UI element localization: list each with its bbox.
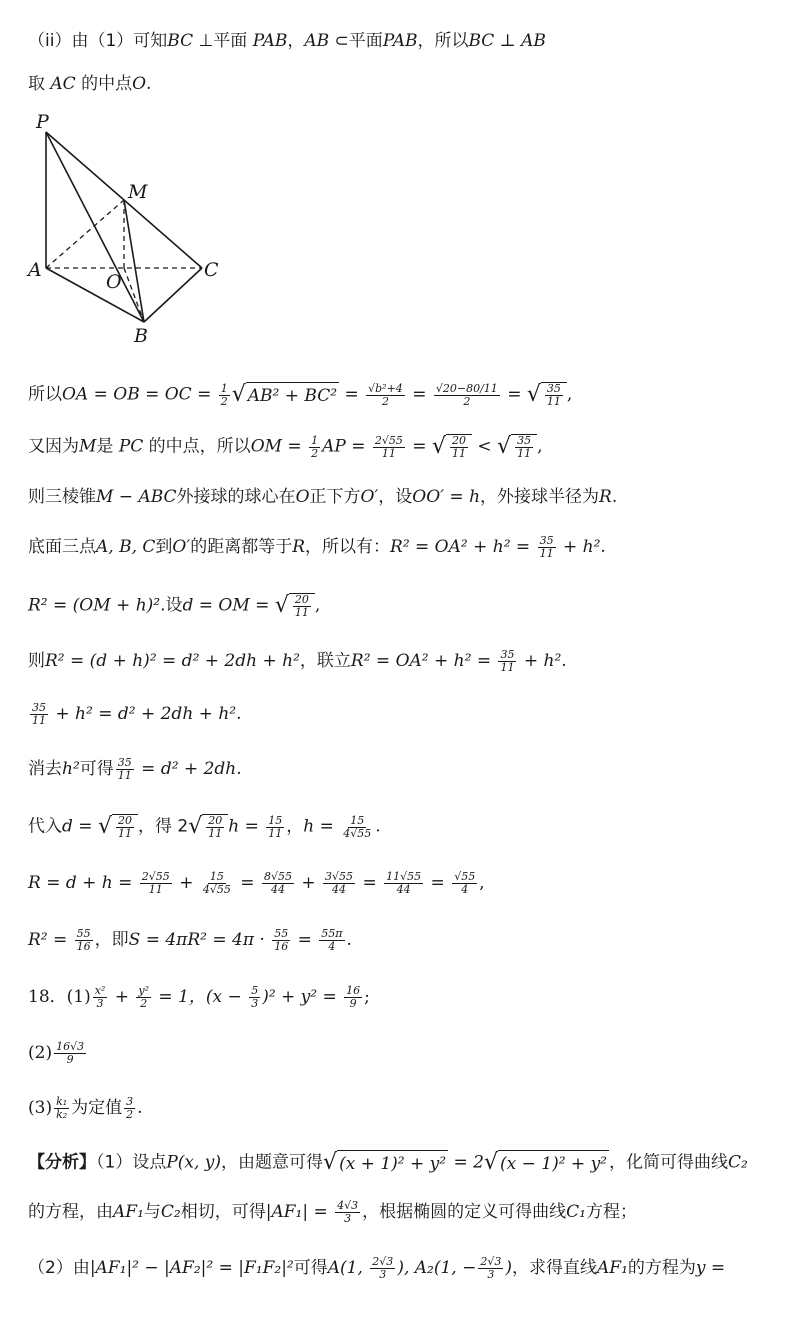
text-line-8: 则R² = (d + h)² = d² + 2dh + h²，联立R² = OA² + h² = $\frac{35}{11}$ + h². (28, 648, 567, 674)
text-line-7: R² = (OM + h)².设d = OM = √ $\frac{20}{11}$ , (28, 593, 321, 619)
edge-PB (46, 132, 144, 322)
fraction: $\frac{55}{16}$ (274, 927, 289, 953)
text: 所以 (28, 384, 62, 405)
fraction: $\frac{16}{9}$ (346, 984, 361, 1010)
text: ⊂平面 (329, 31, 383, 51)
fraction: $\frac{35}{11}$ (32, 701, 46, 727)
fraction: $\frac{\text{x²}}{3}$ (94, 984, 106, 1010)
sqrt: √ $\frac{20}{11}$ (275, 593, 315, 619)
text-line-11: 代入d = √ $\frac{20}{11}$ ，得 2 √ $\frac{20}{11}$ h = $\frac{15}{11}$ ，h = $\frac{15}{4√55}$ . (28, 813, 381, 840)
sqrt: √ (x + 1)² + y² (323, 1150, 447, 1175)
math: = (339, 384, 365, 405)
fraction: $\frac{15}{4√55}$ (343, 813, 372, 840)
edge-AM-dashed (46, 200, 124, 268)
label-A: A (28, 259, 42, 281)
text: ⊥平面 (193, 31, 253, 51)
text-line-16: (3) $\frac{\text{k₁}}{\text{k₂}}$ 为定值 $\frac{3}{2}$ . (28, 1095, 143, 1121)
fraction: $\frac{3√55}{44}$ (325, 870, 354, 896)
text-line-13: R² = $\frac{55}{16}$ ，即S = 4πR² = 4π · $\frac{55}{16}$ = $\frac{55\pi}{4}$ . (28, 927, 352, 953)
fraction: $\frac{4√3}{3}$ (337, 1199, 359, 1225)
sqrt: √ $\frac{20}{11}$ (432, 434, 472, 460)
text-line-10: 消去h²可得 $\frac{35}{11}$ = d² + 2dh. (28, 756, 242, 782)
text: （ii）由（1）可知 (28, 31, 168, 51)
text: 取 (28, 74, 51, 94)
fraction: $\frac{35}{11}$ (500, 648, 515, 674)
label-C: C (204, 259, 219, 281)
text-line-6: 底面三点A, B, C到O′的距离都等于R，所以有：R² = OA² + h² = $\frac{35}{11}$ + h². (28, 534, 606, 560)
text-line-14: 18．(1) $\frac{\text{x²}}{3}$ + $\frac{\text{y²}}{2}$ = 1，(x − $\frac{5}{3}$ )² + y² = $\frac{16}{9}$ ; (28, 984, 370, 1010)
fraction: $\frac{15}{11}$ (268, 813, 283, 840)
math: PAB (382, 31, 418, 51)
fraction: $\frac{15}{4√55}$ (202, 870, 231, 896)
label-M: M (128, 181, 148, 203)
fraction: $\frac{5}{3}$ (251, 984, 259, 1010)
text-line-17: 【分析】（1）设点P(x, y)，由题意可得 √ (x + 1)² + y² = 2 √ (x − 1)² + y² ，化简可得曲线C₂ (28, 1150, 748, 1175)
text: ，所以 (417, 31, 469, 51)
fraction: $\frac{55}{16}$ (76, 927, 91, 953)
math: AC (50, 74, 76, 94)
label-B: B (134, 325, 148, 347)
text-line-19: （2）由|AF₁|² − |AF₂|² = |F₁F₂|²可得A(1, $\frac{2√3}{3}$ ), A₂(1, − $\frac{2√3}{3}$ )，求得直线AF₁的方程为y = (28, 1255, 726, 1281)
math: PAB (252, 31, 288, 51)
fraction: $\frac{55\pi}{4}$ (321, 927, 343, 953)
fraction: $\frac{√20-80/11}{2}$ (435, 381, 498, 408)
fraction: $\frac{2√55}{11}$ (374, 433, 403, 460)
math: BC (167, 31, 194, 51)
fraction: $\frac{√55}{4}$ (454, 870, 476, 896)
fraction: $\frac{35}{11}$ (117, 756, 132, 782)
sqrt: √ $\frac{20}{11}$ (188, 814, 228, 840)
sqrt: √ $\frac{20}{11}$ (98, 814, 138, 840)
text-line-12: R = d + h = $\frac{2√55}{11}$ + $\frac{15}{4√55}$ = $\frac{8√55}{44}$ + $\frac{3√55}{44}$ = $\frac{11√55}{44}$ = $\frac{√55}{4}$ , (28, 870, 485, 896)
edge-OB-dashed (124, 268, 144, 322)
fraction: $\frac{16√3}{9}$ (56, 1040, 85, 1066)
text-line-1 (28, 30, 797, 52)
fraction: $\frac{\text{k₁}}{\text{k₂}}$ (56, 1095, 68, 1121)
fraction: $\frac{\text{y²}}{2}$ (138, 984, 150, 1010)
text-line-15: (2) $\frac{16√3}{9}$ (28, 1040, 85, 1066)
text-line-4: 又因为M是 PC 的中点，所以OM = $\frac{1}{2}$ AP = $\frac{2√55}{11}$ = √ $\frac{20}{11}$ < √ $\frac{35}{11}$ , (28, 433, 543, 460)
math: = (406, 384, 432, 405)
fraction: $\frac{1}{2}$ (311, 433, 319, 460)
fraction: $\frac{2√3}{3}$ (480, 1255, 502, 1281)
fraction: $\frac{8√55}{44}$ (263, 870, 292, 896)
math: . (146, 74, 152, 94)
math: BC ⊥ AB (468, 31, 546, 51)
fraction: $\frac{\text{√b²+4}}{2}$ (368, 381, 403, 408)
text: 的中点 (75, 74, 133, 94)
text-line-9: $\frac{35}{11}$ + h² = d² + 2dh + h². (32, 701, 242, 727)
fraction: $\frac{2√55}{11}$ (141, 870, 170, 896)
text-line-2 (28, 73, 797, 95)
text-line-3: 所以OA = OB = OC = $\frac{1}{2}$ √ AB² + BC² = $\frac{\text{√b²+4}}{2}$ = $\frac{√20-80/11}{2}$ = √ $\frac{35}{11}$ , (28, 381, 573, 408)
fraction: $\frac{2√3}{3}$ (372, 1255, 394, 1281)
math: AB (304, 31, 330, 51)
sqrt: √ $\frac{35}{11}$ (527, 382, 567, 408)
sqrt: √ (x − 1)² + y² (483, 1150, 607, 1175)
pyramid-figure (22, 110, 232, 350)
text-line-18: 的方程，由AF₁与C₂相切，可得|AF₁| = $\frac{4√3}{3}$ ，根据椭圆的定义可得曲线C₁方程； (28, 1199, 637, 1225)
fraction: $\frac{3}{2}$ (126, 1095, 134, 1121)
math: O (132, 74, 147, 94)
sqrt: √ $\frac{35}{11}$ (497, 434, 537, 460)
text: ， (287, 31, 305, 51)
math: OA = OB = OC = (62, 384, 217, 405)
fraction: $\frac{1}{2}$ (220, 381, 228, 408)
fraction: $\frac{11√55}{44}$ (386, 870, 422, 896)
math: = (501, 384, 527, 405)
label-P: P (36, 111, 49, 133)
label-O: O (106, 271, 122, 293)
edge-CB (144, 268, 202, 322)
fraction: $\frac{35}{11}$ (539, 534, 554, 560)
sqrt: √ AB² + BC² (231, 382, 338, 407)
text-line-5: 则三棱锥M − ABC外接球的球心在O正下方O′，设OO′ = h，外接球半径为R. (28, 487, 618, 507)
